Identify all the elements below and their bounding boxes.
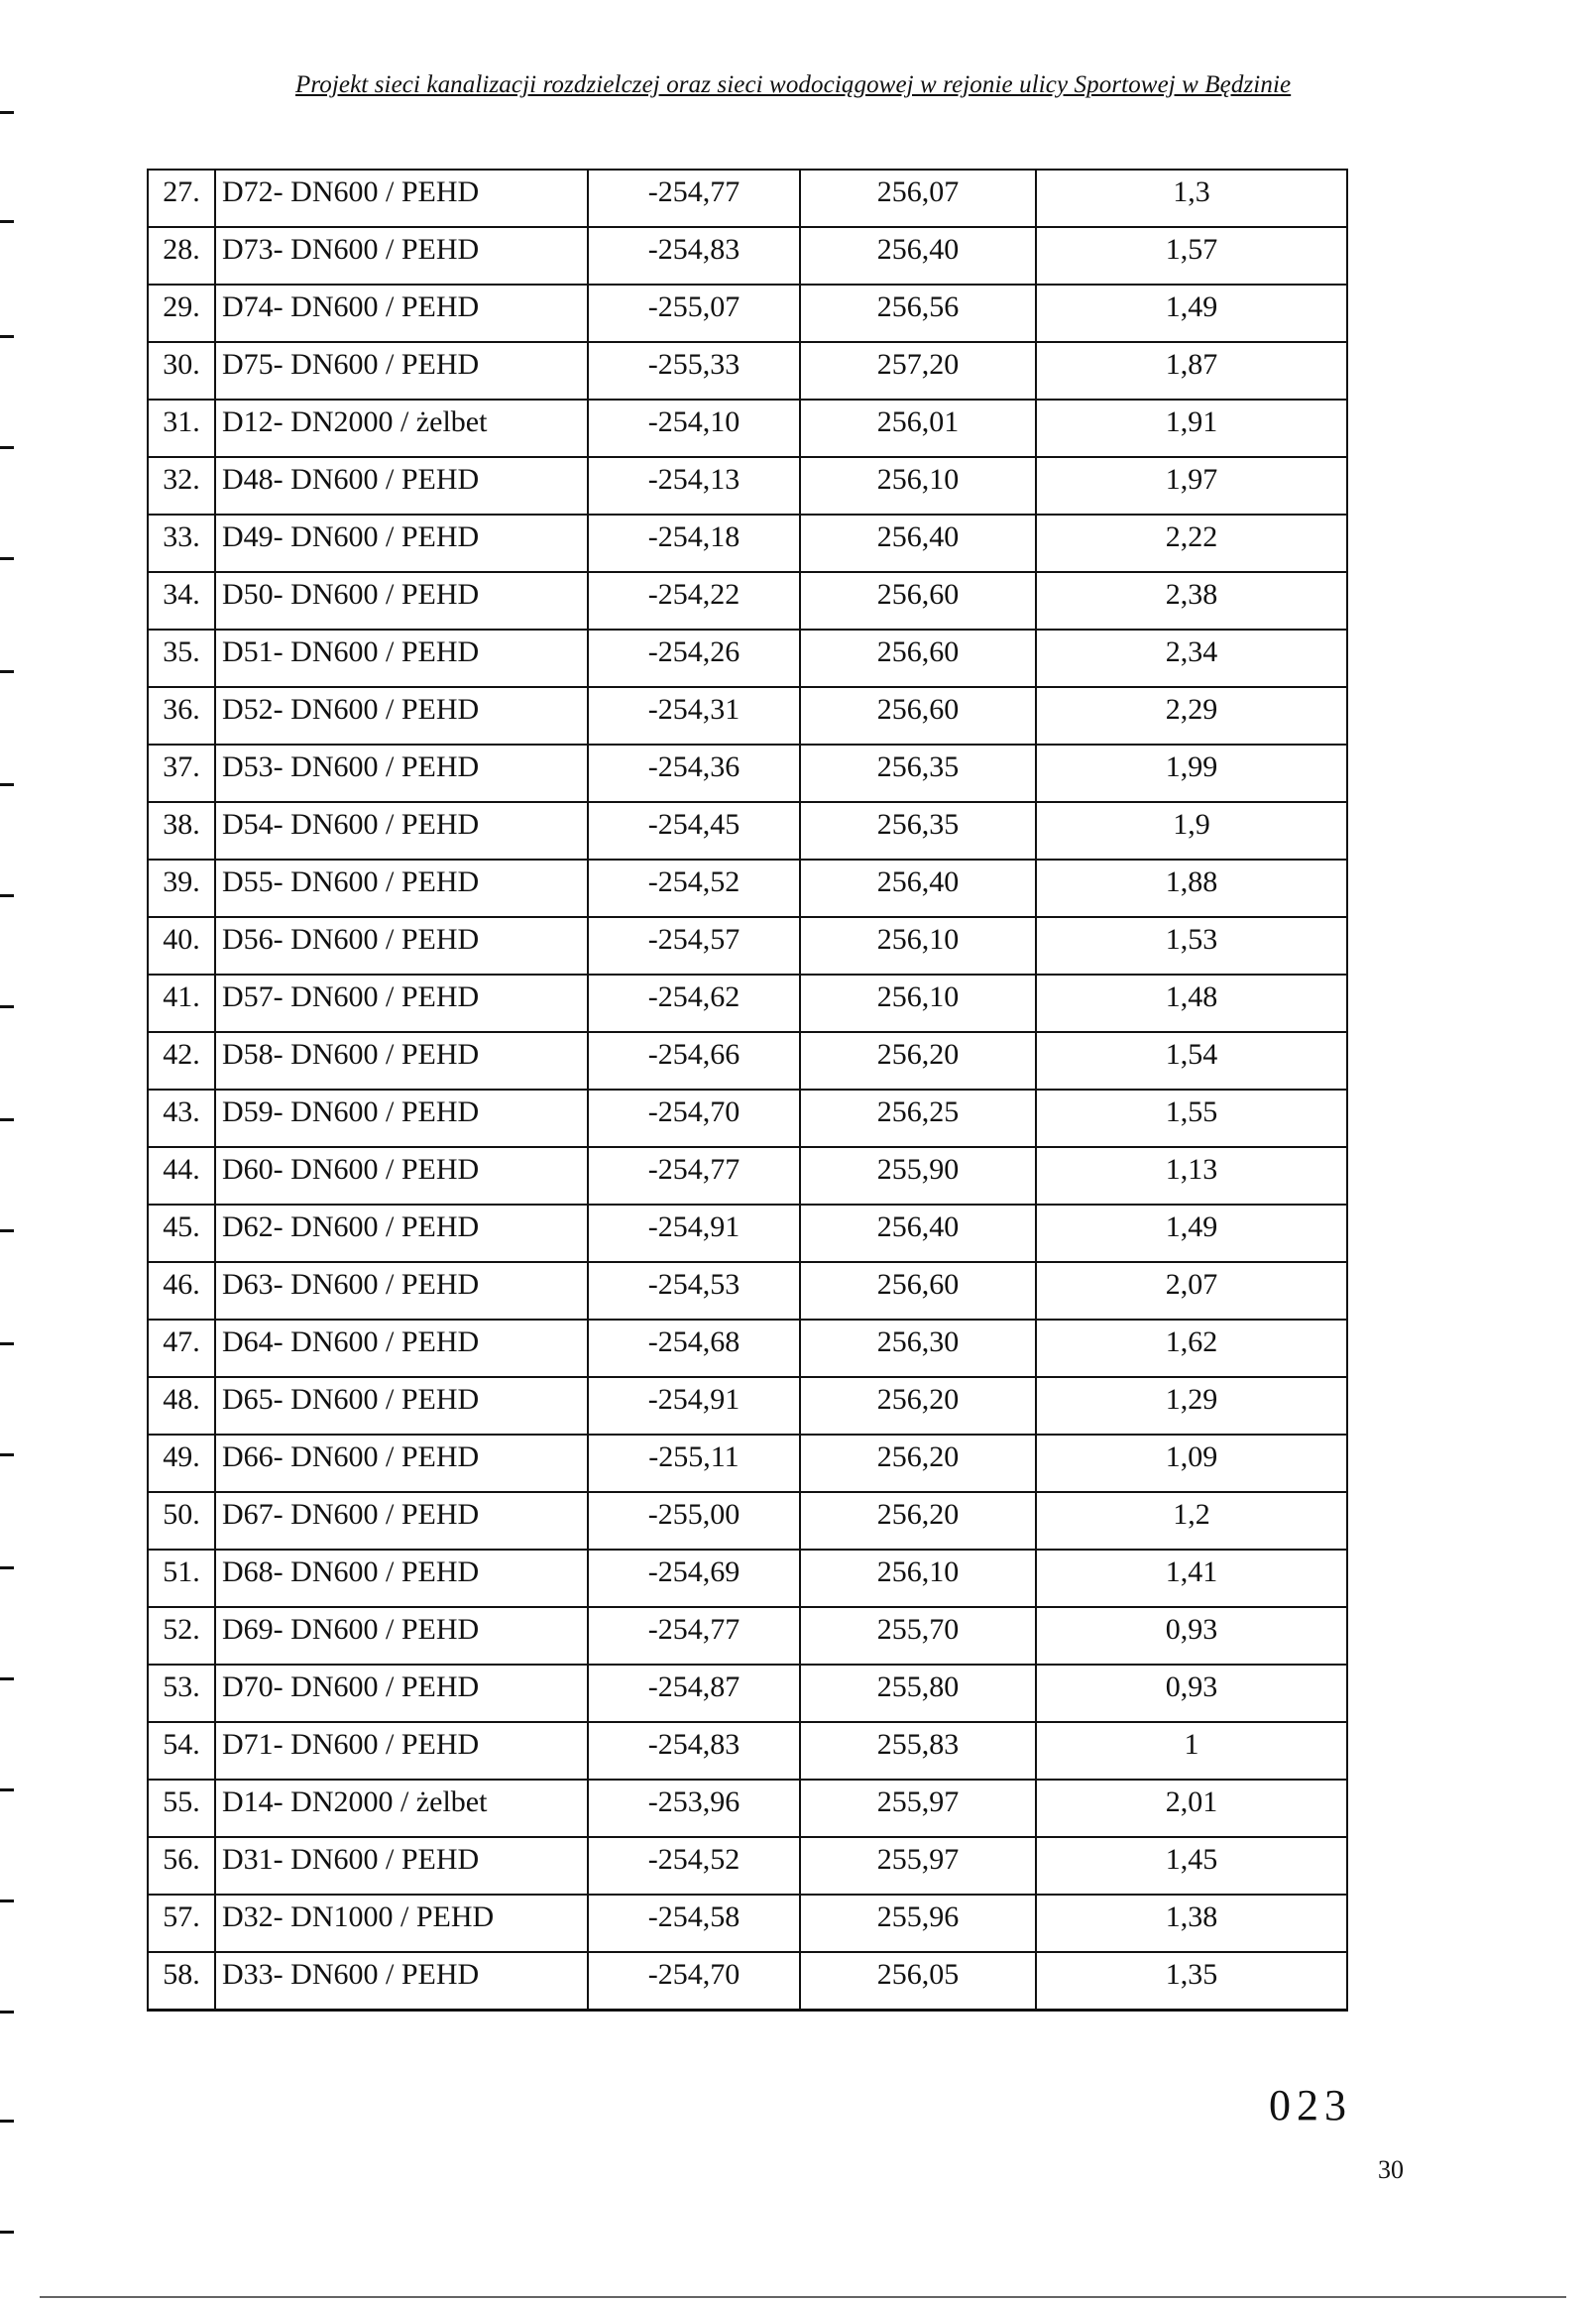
table-row bbox=[148, 745, 1347, 802]
table-row bbox=[148, 1032, 1347, 1090]
cell-value-b: 255,97 bbox=[800, 1780, 1036, 1837]
table-row bbox=[148, 515, 1347, 572]
cell-value-b: 256,30 bbox=[800, 1320, 1036, 1377]
cell-value-a: -254,87 bbox=[588, 1665, 800, 1722]
cell-name: D14- DN2000 / żelbet bbox=[215, 1780, 588, 1837]
table-row bbox=[148, 1492, 1347, 1550]
table-row bbox=[148, 1952, 1347, 2011]
margin-mark bbox=[0, 220, 14, 223]
cell-value-a: -254,70 bbox=[588, 1090, 800, 1147]
cell-value-a: -254,91 bbox=[588, 1205, 800, 1262]
scan-edge-line bbox=[40, 2296, 1566, 2298]
table-row bbox=[148, 400, 1347, 457]
cell-value-a: -254,52 bbox=[588, 860, 800, 917]
cell-number: 47. bbox=[148, 1320, 215, 1377]
cell-value-a: -254,83 bbox=[588, 227, 800, 285]
cell-number: 28. bbox=[148, 227, 215, 285]
cell-name: D12- DN2000 / żelbet bbox=[215, 400, 588, 457]
table-row bbox=[148, 1895, 1347, 1952]
cell-value-b: 256,10 bbox=[800, 975, 1036, 1032]
table-row bbox=[148, 1607, 1347, 1665]
cell-value-a: -255,33 bbox=[588, 342, 800, 400]
cell-value-c: 1,41 bbox=[1036, 1550, 1347, 1607]
cell-value-b: 256,40 bbox=[800, 515, 1036, 572]
margin-mark bbox=[0, 2120, 14, 2123]
cell-value-c: 1,49 bbox=[1036, 285, 1347, 342]
cell-number: 35. bbox=[148, 630, 215, 687]
cell-value-a: -254,45 bbox=[588, 802, 800, 860]
table-row bbox=[148, 1147, 1347, 1205]
table-row bbox=[148, 285, 1347, 342]
cell-value-a: -254,77 bbox=[588, 1607, 800, 1665]
cell-value-b: 256,35 bbox=[800, 745, 1036, 802]
cell-value-c: 1,3 bbox=[1036, 170, 1347, 227]
cell-value-c: 1,62 bbox=[1036, 1320, 1347, 1377]
cell-number: 48. bbox=[148, 1377, 215, 1435]
cell-name: D53- DN600 / PEHD bbox=[215, 745, 588, 802]
cell-name: D64- DN600 / PEHD bbox=[215, 1320, 588, 1377]
margin-mark bbox=[0, 2011, 14, 2014]
cell-name: D68- DN600 / PEHD bbox=[215, 1550, 588, 1607]
cell-name: D55- DN600 / PEHD bbox=[215, 860, 588, 917]
cell-name: D70- DN600 / PEHD bbox=[215, 1665, 588, 1722]
margin-mark bbox=[0, 2231, 14, 2234]
cell-value-c: 1,38 bbox=[1036, 1895, 1347, 1952]
cell-value-a: -254,70 bbox=[588, 1952, 800, 2011]
cell-value-c: 1,49 bbox=[1036, 1205, 1347, 1262]
cell-name: D59- DN600 / PEHD bbox=[215, 1090, 588, 1147]
cell-number: 37. bbox=[148, 745, 215, 802]
cell-value-b: 256,20 bbox=[800, 1032, 1036, 1090]
table-row bbox=[148, 802, 1347, 860]
cell-value-c: 1,55 bbox=[1036, 1090, 1347, 1147]
table-row bbox=[148, 170, 1347, 227]
cell-value-b: 256,35 bbox=[800, 802, 1036, 860]
cell-value-c: 2,34 bbox=[1036, 630, 1347, 687]
cell-value-c: 1,91 bbox=[1036, 400, 1347, 457]
cell-value-b: 256,20 bbox=[800, 1377, 1036, 1435]
cell-name: D73- DN600 / PEHD bbox=[215, 227, 588, 285]
cell-name: D69- DN600 / PEHD bbox=[215, 1607, 588, 1665]
cell-value-a: -254,52 bbox=[588, 1837, 800, 1895]
cell-value-c: 1,99 bbox=[1036, 745, 1347, 802]
cell-value-b: 256,40 bbox=[800, 227, 1036, 285]
cell-number: 40. bbox=[148, 917, 215, 975]
cell-value-b: 256,01 bbox=[800, 400, 1036, 457]
table-row bbox=[148, 1435, 1347, 1492]
page-header: Projekt sieci kanalizacji rozdzielczej oraz sieci wodociągowej w rejonie ulicy Sportowej w Będzinie bbox=[295, 71, 1292, 98]
cell-value-b: 256,07 bbox=[800, 170, 1036, 227]
cell-name: D56- DN600 / PEHD bbox=[215, 917, 588, 975]
table-body bbox=[148, 170, 1347, 2011]
cell-value-a: -254,77 bbox=[588, 1147, 800, 1205]
stamp-number: 023 bbox=[1269, 2081, 1352, 2129]
cell-name: D33- DN600 / PEHD bbox=[215, 1952, 588, 2011]
cell-name: D67- DN600 / PEHD bbox=[215, 1492, 588, 1550]
cell-number: 36. bbox=[148, 687, 215, 745]
cell-number: 53. bbox=[148, 1665, 215, 1722]
cell-value-b: 256,60 bbox=[800, 630, 1036, 687]
cell-number: 50. bbox=[148, 1492, 215, 1550]
cell-name: D32- DN1000 / PEHD bbox=[215, 1895, 588, 1952]
cell-value-a: -254,68 bbox=[588, 1320, 800, 1377]
cell-value-a: -254,53 bbox=[588, 1262, 800, 1320]
cell-name: D72- DN600 / PEHD bbox=[215, 170, 588, 227]
cell-name: D54- DN600 / PEHD bbox=[215, 802, 588, 860]
cell-value-a: -254,13 bbox=[588, 457, 800, 515]
cell-value-c: 1,88 bbox=[1036, 860, 1347, 917]
cell-value-c: 2,22 bbox=[1036, 515, 1347, 572]
cell-value-c: 1,35 bbox=[1036, 1952, 1347, 2011]
cell-name: D74- DN600 / PEHD bbox=[215, 285, 588, 342]
cell-number: 27. bbox=[148, 170, 215, 227]
cell-value-b: 255,83 bbox=[800, 1722, 1036, 1780]
cell-value-a: -254,10 bbox=[588, 400, 800, 457]
margin-mark bbox=[0, 1566, 14, 1569]
cell-number: 34. bbox=[148, 572, 215, 630]
table-row bbox=[148, 1320, 1347, 1377]
cell-value-b: 255,97 bbox=[800, 1837, 1036, 1895]
cell-value-c: 1,54 bbox=[1036, 1032, 1347, 1090]
cell-value-c: 1 bbox=[1036, 1722, 1347, 1780]
cell-name: D66- DN600 / PEHD bbox=[215, 1435, 588, 1492]
margin-mark bbox=[0, 1788, 14, 1791]
cell-number: 39. bbox=[148, 860, 215, 917]
table-row bbox=[148, 1837, 1347, 1895]
cell-value-a: -254,77 bbox=[588, 170, 800, 227]
cell-name: D50- DN600 / PEHD bbox=[215, 572, 588, 630]
cell-value-b: 256,56 bbox=[800, 285, 1036, 342]
margin-mark bbox=[0, 1677, 14, 1680]
margin-mark bbox=[0, 111, 14, 114]
data-table bbox=[147, 169, 1348, 2012]
cell-value-c: 1,53 bbox=[1036, 917, 1347, 975]
cell-value-a: -254,57 bbox=[588, 917, 800, 975]
cell-number: 33. bbox=[148, 515, 215, 572]
cell-number: 43. bbox=[148, 1090, 215, 1147]
margin-mark bbox=[0, 670, 14, 673]
cell-value-a: -255,07 bbox=[588, 285, 800, 342]
cell-name: D51- DN600 / PEHD bbox=[215, 630, 588, 687]
cell-number: 58. bbox=[148, 1952, 215, 2011]
cell-value-b: 255,80 bbox=[800, 1665, 1036, 1722]
table-row bbox=[148, 1780, 1347, 1837]
cell-name: D75- DN600 / PEHD bbox=[215, 342, 588, 400]
cell-value-a: -255,11 bbox=[588, 1435, 800, 1492]
cell-value-c: 0,93 bbox=[1036, 1607, 1347, 1665]
cell-number: 46. bbox=[148, 1262, 215, 1320]
cell-value-b: 256,20 bbox=[800, 1435, 1036, 1492]
cell-number: 57. bbox=[148, 1895, 215, 1952]
cell-value-a: -254,91 bbox=[588, 1377, 800, 1435]
cell-number: 41. bbox=[148, 975, 215, 1032]
cell-value-c: 1,2 bbox=[1036, 1492, 1347, 1550]
page-number: 30 bbox=[1378, 2155, 1404, 2184]
cell-value-b: 256,40 bbox=[800, 860, 1036, 917]
cell-value-c: 1,09 bbox=[1036, 1435, 1347, 1492]
margin-mark bbox=[0, 894, 14, 897]
cell-value-c: 1,87 bbox=[1036, 342, 1347, 400]
cell-number: 42. bbox=[148, 1032, 215, 1090]
cell-value-a: -255,00 bbox=[588, 1492, 800, 1550]
cell-value-b: 255,90 bbox=[800, 1147, 1036, 1205]
cell-value-a: -254,36 bbox=[588, 745, 800, 802]
cell-name: D58- DN600 / PEHD bbox=[215, 1032, 588, 1090]
cell-value-a: -254,18 bbox=[588, 515, 800, 572]
table-row bbox=[148, 1550, 1347, 1607]
cell-value-b: 256,40 bbox=[800, 1205, 1036, 1262]
cell-name: D49- DN600 / PEHD bbox=[215, 515, 588, 572]
cell-value-c: 1,9 bbox=[1036, 802, 1347, 860]
margin-mark bbox=[0, 557, 14, 560]
table-row bbox=[148, 975, 1347, 1032]
margin-mark bbox=[0, 446, 14, 449]
table-row bbox=[148, 860, 1347, 917]
cell-value-b: 255,96 bbox=[800, 1895, 1036, 1952]
cell-number: 38. bbox=[148, 802, 215, 860]
cell-value-b: 255,70 bbox=[800, 1607, 1036, 1665]
cell-name: D65- DN600 / PEHD bbox=[215, 1377, 588, 1435]
cell-name: D63- DN600 / PEHD bbox=[215, 1262, 588, 1320]
cell-name: D48- DN600 / PEHD bbox=[215, 457, 588, 515]
cell-value-a: -254,22 bbox=[588, 572, 800, 630]
cell-name: D57- DN600 / PEHD bbox=[215, 975, 588, 1032]
cell-value-c: 1,57 bbox=[1036, 227, 1347, 285]
cell-value-a: -253,96 bbox=[588, 1780, 800, 1837]
cell-value-c: 0,93 bbox=[1036, 1665, 1347, 1722]
cell-value-b: 256,60 bbox=[800, 1262, 1036, 1320]
cell-value-a: -254,69 bbox=[588, 1550, 800, 1607]
table-row bbox=[148, 1722, 1347, 1780]
table-row bbox=[148, 227, 1347, 285]
cell-value-b: 257,20 bbox=[800, 342, 1036, 400]
cell-value-a: -254,83 bbox=[588, 1722, 800, 1780]
cell-number: 52. bbox=[148, 1607, 215, 1665]
table-row bbox=[148, 1090, 1347, 1147]
cell-number: 55. bbox=[148, 1780, 215, 1837]
cell-value-c: 2,29 bbox=[1036, 687, 1347, 745]
cell-number: 32. bbox=[148, 457, 215, 515]
cell-number: 30. bbox=[148, 342, 215, 400]
margin-mark bbox=[0, 335, 14, 338]
cell-name: D60- DN600 / PEHD bbox=[215, 1147, 588, 1205]
cell-value-c: 1,29 bbox=[1036, 1377, 1347, 1435]
cell-number: 29. bbox=[148, 285, 215, 342]
cell-value-a: -254,31 bbox=[588, 687, 800, 745]
table-row bbox=[148, 630, 1347, 687]
table-row bbox=[148, 572, 1347, 630]
cell-number: 49. bbox=[148, 1435, 215, 1492]
table-row bbox=[148, 1377, 1347, 1435]
margin-mark bbox=[0, 783, 14, 786]
margin-mark bbox=[0, 1342, 14, 1345]
cell-name: D71- DN600 / PEHD bbox=[215, 1722, 588, 1780]
cell-number: 45. bbox=[148, 1205, 215, 1262]
cell-value-a: -254,66 bbox=[588, 1032, 800, 1090]
cell-number: 56. bbox=[148, 1837, 215, 1895]
cell-value-c: 1,97 bbox=[1036, 457, 1347, 515]
cell-number: 44. bbox=[148, 1147, 215, 1205]
margin-mark bbox=[0, 1118, 14, 1121]
margin-mark bbox=[0, 1229, 14, 1232]
cell-number: 54. bbox=[148, 1722, 215, 1780]
cell-value-c: 2,07 bbox=[1036, 1262, 1347, 1320]
cell-value-b: 256,10 bbox=[800, 917, 1036, 975]
margin-mark bbox=[0, 1899, 14, 1902]
cell-name: D52- DN600 / PEHD bbox=[215, 687, 588, 745]
table-row bbox=[148, 1665, 1347, 1722]
table-row bbox=[148, 917, 1347, 975]
cell-value-b: 256,20 bbox=[800, 1492, 1036, 1550]
table-row bbox=[148, 1262, 1347, 1320]
cell-value-c: 2,38 bbox=[1036, 572, 1347, 630]
cell-value-c: 1,48 bbox=[1036, 975, 1347, 1032]
cell-value-c: 1,45 bbox=[1036, 1837, 1347, 1895]
cell-name: D31- DN600 / PEHD bbox=[215, 1837, 588, 1895]
cell-value-b: 256,25 bbox=[800, 1090, 1036, 1147]
table-row bbox=[148, 342, 1347, 400]
cell-value-b: 256,05 bbox=[800, 1952, 1036, 2011]
cell-value-c: 2,01 bbox=[1036, 1780, 1347, 1837]
cell-number: 51. bbox=[148, 1550, 215, 1607]
cell-number: 31. bbox=[148, 400, 215, 457]
table-row bbox=[148, 1205, 1347, 1262]
cell-value-b: 256,10 bbox=[800, 1550, 1036, 1607]
cell-name: D62- DN600 / PEHD bbox=[215, 1205, 588, 1262]
cell-value-c: 1,13 bbox=[1036, 1147, 1347, 1205]
table-row bbox=[148, 457, 1347, 515]
cell-value-b: 256,60 bbox=[800, 572, 1036, 630]
margin-mark bbox=[0, 1005, 14, 1008]
cell-value-a: -254,58 bbox=[588, 1895, 800, 1952]
margin-mark bbox=[0, 1453, 14, 1456]
cell-value-a: -254,26 bbox=[588, 630, 800, 687]
cell-value-b: 256,10 bbox=[800, 457, 1036, 515]
cell-value-b: 256,60 bbox=[800, 687, 1036, 745]
cell-value-a: -254,62 bbox=[588, 975, 800, 1032]
table-row bbox=[148, 687, 1347, 745]
